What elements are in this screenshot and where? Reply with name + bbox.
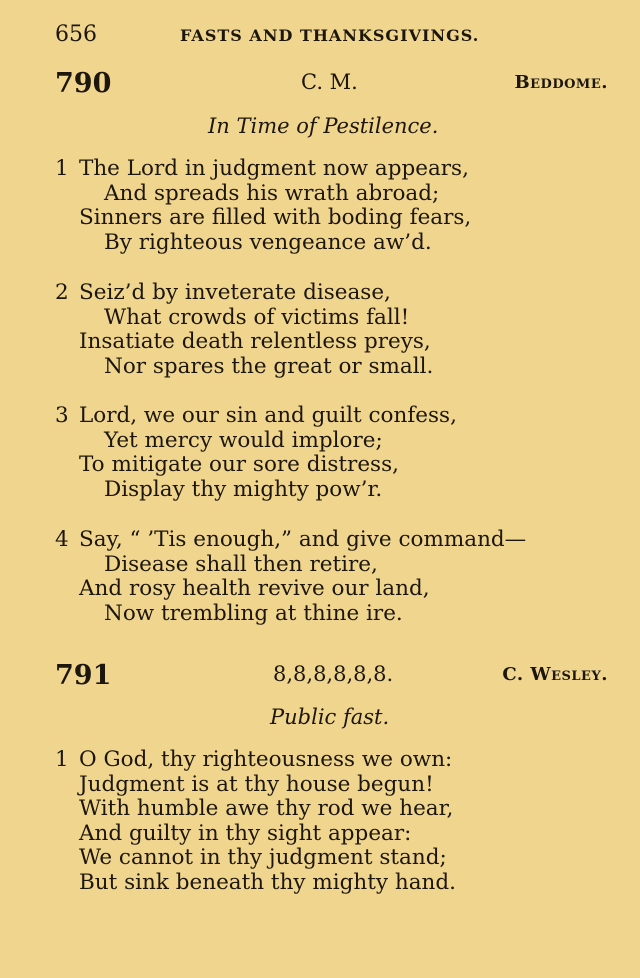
verse-line: To mitigate our sore distress, bbox=[79, 452, 399, 477]
hymn-number: 791 bbox=[55, 660, 112, 691]
verse-line: With humble awe thy rod we hear, bbox=[79, 796, 454, 821]
verse-line: 4 Say, “ ’Tis enough,” and give command— bbox=[55, 527, 527, 552]
stanza-number: 3 bbox=[55, 403, 69, 428]
stanza-1 bbox=[55, 748, 615, 895]
stanza-1 bbox=[55, 157, 615, 255]
stanza-2 bbox=[55, 281, 615, 379]
running-head bbox=[55, 22, 608, 52]
verse-line: And rosy health revive our land, bbox=[79, 576, 430, 601]
section-title: FASTS AND THANKSGIVINGS. bbox=[180, 26, 480, 45]
verse-line: 3 Lord, we our sin and guilt confess, bbox=[55, 403, 457, 428]
verse-line: Insatiate death relentless preys, bbox=[79, 329, 431, 354]
verse-line: What crowds of victims fall! bbox=[104, 304, 410, 330]
page-number: 656 bbox=[55, 22, 97, 47]
hymn-791-header bbox=[55, 660, 608, 694]
stanza-4 bbox=[55, 528, 615, 626]
verse-line: We cannot in thy judgment stand; bbox=[79, 845, 447, 870]
stanza-number: 1 bbox=[55, 747, 69, 772]
verse-line: 2 Seiz’d by inveterate disease, bbox=[55, 280, 391, 305]
stanza-number: 4 bbox=[55, 527, 69, 552]
hymn-author: C. Wesley. bbox=[502, 664, 608, 685]
verse-line: 1 O God, thy righteousness we own: bbox=[55, 747, 453, 772]
hymn-number: 790 bbox=[55, 68, 112, 99]
hymn-790-header bbox=[55, 68, 608, 102]
verse-line: Display thy mighty pow’r. bbox=[104, 476, 383, 502]
verse-line: And spreads his wrath abroad; bbox=[104, 180, 440, 206]
verse-line: Judgment is at thy house begun! bbox=[79, 771, 434, 797]
verse-line: Nor spares the great or small. bbox=[104, 353, 434, 379]
stanza-number: 2 bbox=[55, 280, 69, 305]
stanza-3 bbox=[55, 404, 615, 502]
hymn-subtitle: Public fast. bbox=[270, 705, 390, 729]
verse-line: 1 The Lord in judgment now appears, bbox=[55, 156, 469, 181]
stanza-number: 1 bbox=[55, 156, 69, 181]
hymn-author: Beddome. bbox=[514, 72, 608, 93]
verse-line: But sink beneath thy mighty hand. bbox=[79, 869, 457, 895]
hymn-meter: 8,8,8,8,8,8. bbox=[273, 662, 394, 686]
verse-line: Disease shall then retire, bbox=[104, 551, 378, 577]
hymn-subtitle: In Time of Pestilence. bbox=[208, 114, 439, 138]
verse-line: Sinners are filled with boding fears, bbox=[79, 205, 472, 230]
verse-line: Yet mercy would implore; bbox=[104, 427, 383, 453]
verse-line: By righteous vengeance aw’d. bbox=[104, 229, 432, 255]
hymn-meter: C. M. bbox=[301, 70, 358, 94]
verse-line: Now trembling at thine ire. bbox=[104, 600, 403, 626]
verse-line: And guilty in thy sight appear: bbox=[79, 820, 412, 846]
